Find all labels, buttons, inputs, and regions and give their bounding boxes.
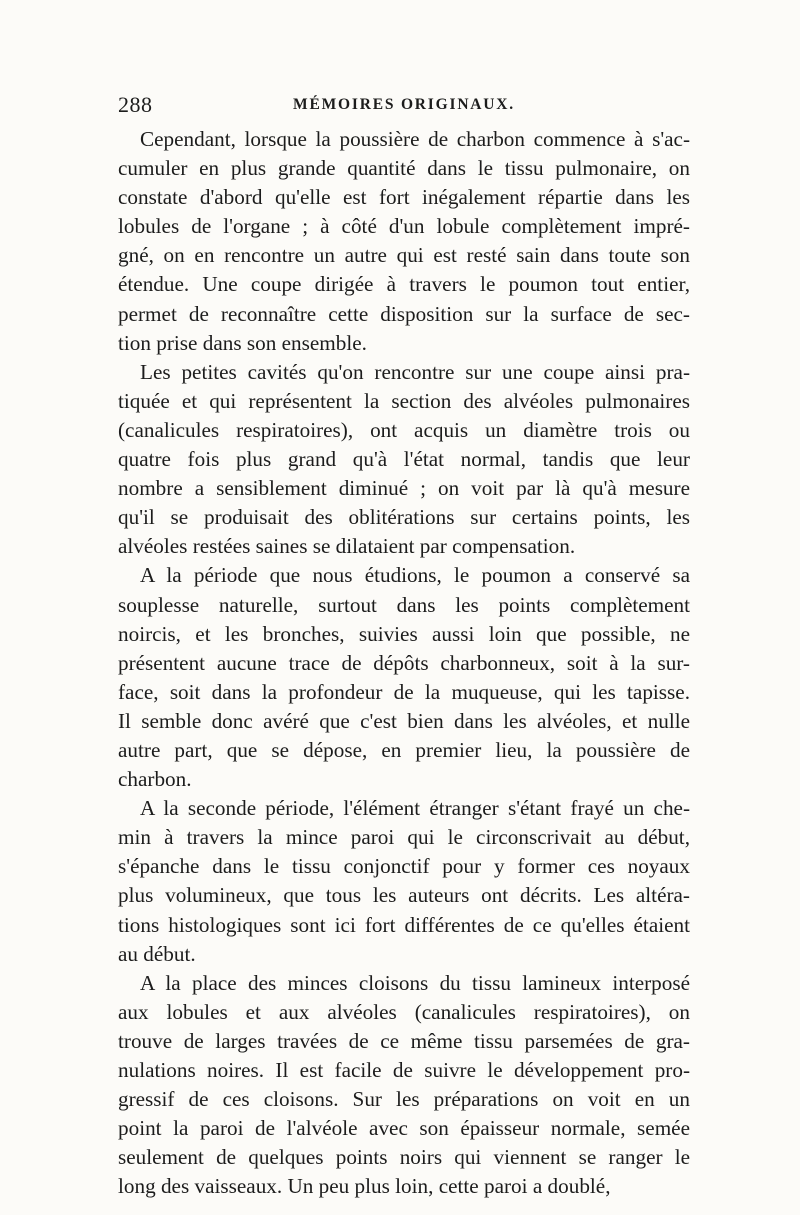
text-line: plus volumineux, que tous les auteurs ont décrits. Les altéra- — [118, 883, 690, 908]
text-line: long des vaisseaux. Un peu plus loin, cette paroi a doublé, — [118, 1174, 611, 1199]
text-line: quatre fois plus grand qu'à l'état normal, tandis que leur — [118, 447, 690, 472]
text-line: Il semble donc avéré que c'est bien dans les alvéoles, et nulle — [118, 708, 690, 733]
text-line: lobules de l'organe ; à côté d'un lobule complètement impré- — [118, 214, 690, 239]
text-line: nulations noires. Il est facile de suivre le développement pro- — [118, 1058, 690, 1082]
text-line: cumuler en plus grande quantité dans le tissu pulmonaire, on — [118, 156, 690, 181]
text-line: tion prise dans son ensemble. — [118, 330, 367, 355]
paragraph — [118, 125, 690, 358]
text-line: constate d'abord qu'elle est fort inégalement répartie dans les — [118, 185, 690, 210]
text-line: s'épanche dans le tissu conjonctif pour y former ces noyaux — [118, 854, 690, 879]
text-line: étendue. Une coupe dirigée à travers le poumon tout entier, — [118, 272, 690, 297]
text-line: tions histologiques sont ici fort différentes de ce qu'elles étaient — [118, 912, 690, 937]
text-line: seulement de quelques points noirs qui viennent se ranger le — [118, 1145, 690, 1170]
text-line: au début. — [118, 941, 196, 966]
text-line: gné, on en rencontre un autre qui est resté sain dans toute son — [118, 243, 690, 268]
text-line: tiquée et qui représentent la section des alvéoles pulmonaires — [118, 388, 690, 413]
text-line: A la seconde période, l'élément étranger s'étant frayé un che- — [140, 796, 690, 821]
text-line: trouve de larges travées de ce même tissu parsemées de gra- — [118, 1028, 690, 1053]
text-line: A la période que nous étudions, le poumon a conservé sa — [140, 563, 690, 588]
paragraph — [118, 969, 690, 1202]
paragraph — [118, 561, 690, 794]
text-line: A la place des minces cloisons du tissu lamineux interposé — [140, 970, 690, 995]
body-text — [118, 125, 690, 1201]
text-line: Cependant, lorsque la poussière de charbon commence à s'ac- — [140, 127, 690, 151]
text-line: autre part, que se dépose, en premier lieu, la poussière de — [118, 737, 690, 762]
text-line: présentent aucune trace de dépôts charbonneux, soit à la sur- — [118, 650, 690, 675]
paragraph — [118, 358, 690, 562]
running-title: MÉMOIRES ORIGINAUX. — [293, 96, 515, 113]
running-head — [118, 90, 690, 120]
text-line: charbon. — [118, 767, 192, 792]
text-line: min à travers la mince paroi qui le circonscrivait au début, — [118, 825, 690, 850]
text-line: gressif de ces cloisons. Sur les préparations on voit en un — [118, 1087, 690, 1112]
text-line: Les petites cavités qu'on rencontre sur une coupe ainsi pra- — [140, 359, 690, 384]
text-line: nombre a sensiblement diminué ; on voit par là qu'à mesure — [118, 476, 690, 501]
text-line: permet de reconnaître cette disposition sur la surface de sec- — [118, 301, 690, 326]
text-line: alvéoles restées saines se dilataient par compensation. — [118, 534, 576, 559]
text-line: aux lobules et aux alvéoles (canalicules respiratoires), on — [118, 999, 690, 1024]
text-line: noircis, et les bronches, suivies aussi loin que possible, ne — [118, 621, 690, 646]
text-line: point la paroi de l'alvéole avec son épaisseur normale, semée — [118, 1116, 690, 1141]
text-line: face, soit dans la profondeur de la muqueuse, qui les tapisse. — [118, 679, 690, 704]
text-line: (canalicules respiratoires), ont acquis un diamètre trois ou — [118, 417, 690, 442]
paragraph — [118, 794, 690, 969]
text-line: souplesse naturelle, surtout dans les points complètement — [118, 592, 690, 617]
page-number: 288 — [118, 92, 153, 117]
text-line: qu'il se produisait des oblitérations sur certains points, les — [118, 505, 690, 530]
